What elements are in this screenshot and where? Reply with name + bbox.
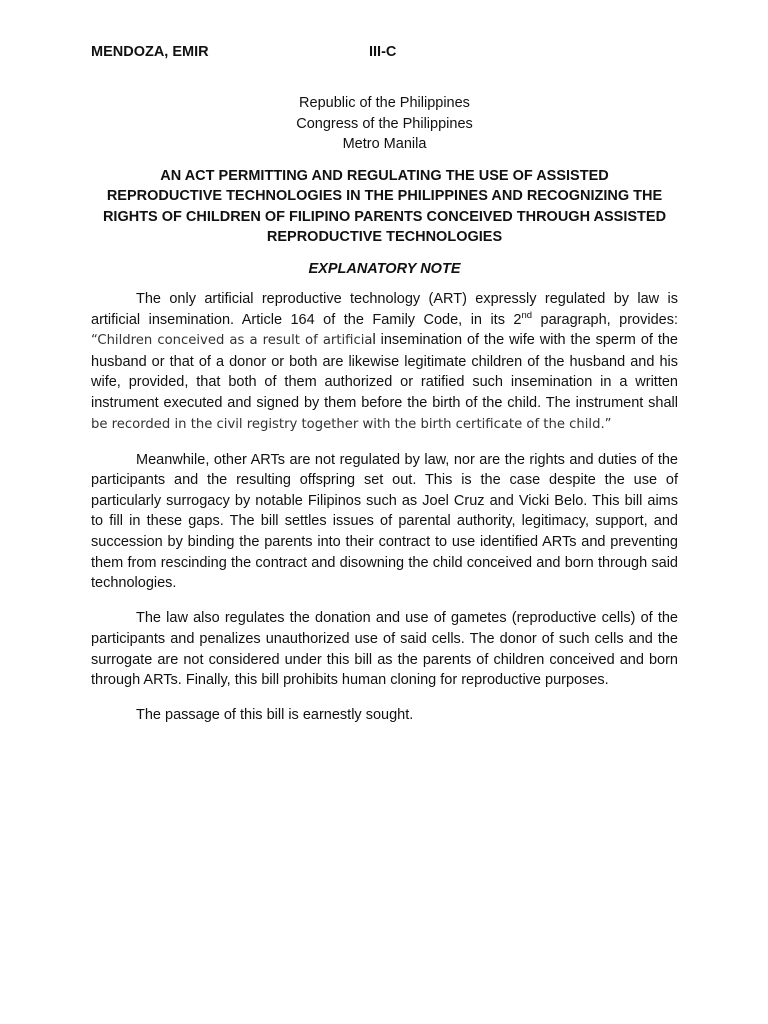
student-header: [91, 44, 678, 66]
student-name: MENDOZA, EMIR: [91, 44, 209, 60]
act-title-line-2: REPRODUCTIVE TECHNOLOGIES IN THE PHILIPPINES AND RECOGNIZING THE: [106, 188, 663, 204]
address-line-republic: Republic of the Philippines: [299, 95, 470, 111]
paragraph-1-after-ordinal: paragraph, provides:: [532, 311, 678, 328]
quote-closing: be recorded in the civil registry together with the birth certificate of the child.”: [91, 416, 612, 432]
address-block: [91, 93, 678, 155]
act-title-line-3: RIGHTS OF CHILDREN OF FILIPINO PARENTS CONCEIVED THROUGH ASSISTED: [102, 208, 667, 225]
act-title-line-4: REPRODUCTIVE TECHNOLOGIES: [266, 229, 503, 245]
student-section: III-C: [369, 44, 397, 60]
quote-opening: “Children conceived as a result of artificia: [91, 333, 373, 349]
paragraph-1-lead: The only artificial reproductive technology (ART) expressly regulated by law is artificial insemination. Article 164 of the Family Code, in its 2: [91, 291, 678, 328]
explanatory-note-heading: EXPLANATORY NOTE: [308, 260, 461, 277]
act-title: [91, 166, 678, 248]
document-page: [91, 44, 678, 740]
ordinal-suffix: nd: [521, 309, 533, 321]
address-line-city: Metro Manila: [342, 136, 427, 152]
act-title-line-1: AN ACT PERMITTING AND REGULATING THE USE OF ASSISTED: [160, 167, 609, 184]
paragraph-gametes: The law also regulates the donation and use of gametes (reproductive cells) of the participants and penalizes unauthorized use of said cells. The donor of such cells and the surrogate are not considered under this bill as the parents of children conceived and born through ARTs. Finally, this bill prohibits human cloning for reproductive purposes.: [91, 610, 678, 689]
paragraph-art-regulation: [91, 289, 678, 435]
paragraph-unregulated-arts: Meanwhile, other ARTs are not regulated by law, nor are the rights and duties of the participants and the resulting offspring set out. This is the case despite the use of particularly surrogacy by notable Filipinos such as Joel Cruz and Vicki Belo. This bill aims to fill in these gaps. The bill settles issues of parental authority, legitimacy, support, and succession by binding the parents into their contract to use identified ARTs and preventing them from rescinding the contract and disowning the child conceived and born through said technologies.: [91, 451, 678, 592]
address-line-congress: Congress of the Philippines: [296, 115, 473, 132]
quote-body: l insemination of the wife with the sperm of the husband or that of a donor or both are likewise legitimate children of the husband and his wife, provided, that both of them authorized or ratified such insemination in a written instrument executed and signed by them before the birth of the child. The instrument shall: [91, 332, 678, 411]
paragraph-closing: The passage of this bill is earnestly sought.: [136, 707, 414, 724]
